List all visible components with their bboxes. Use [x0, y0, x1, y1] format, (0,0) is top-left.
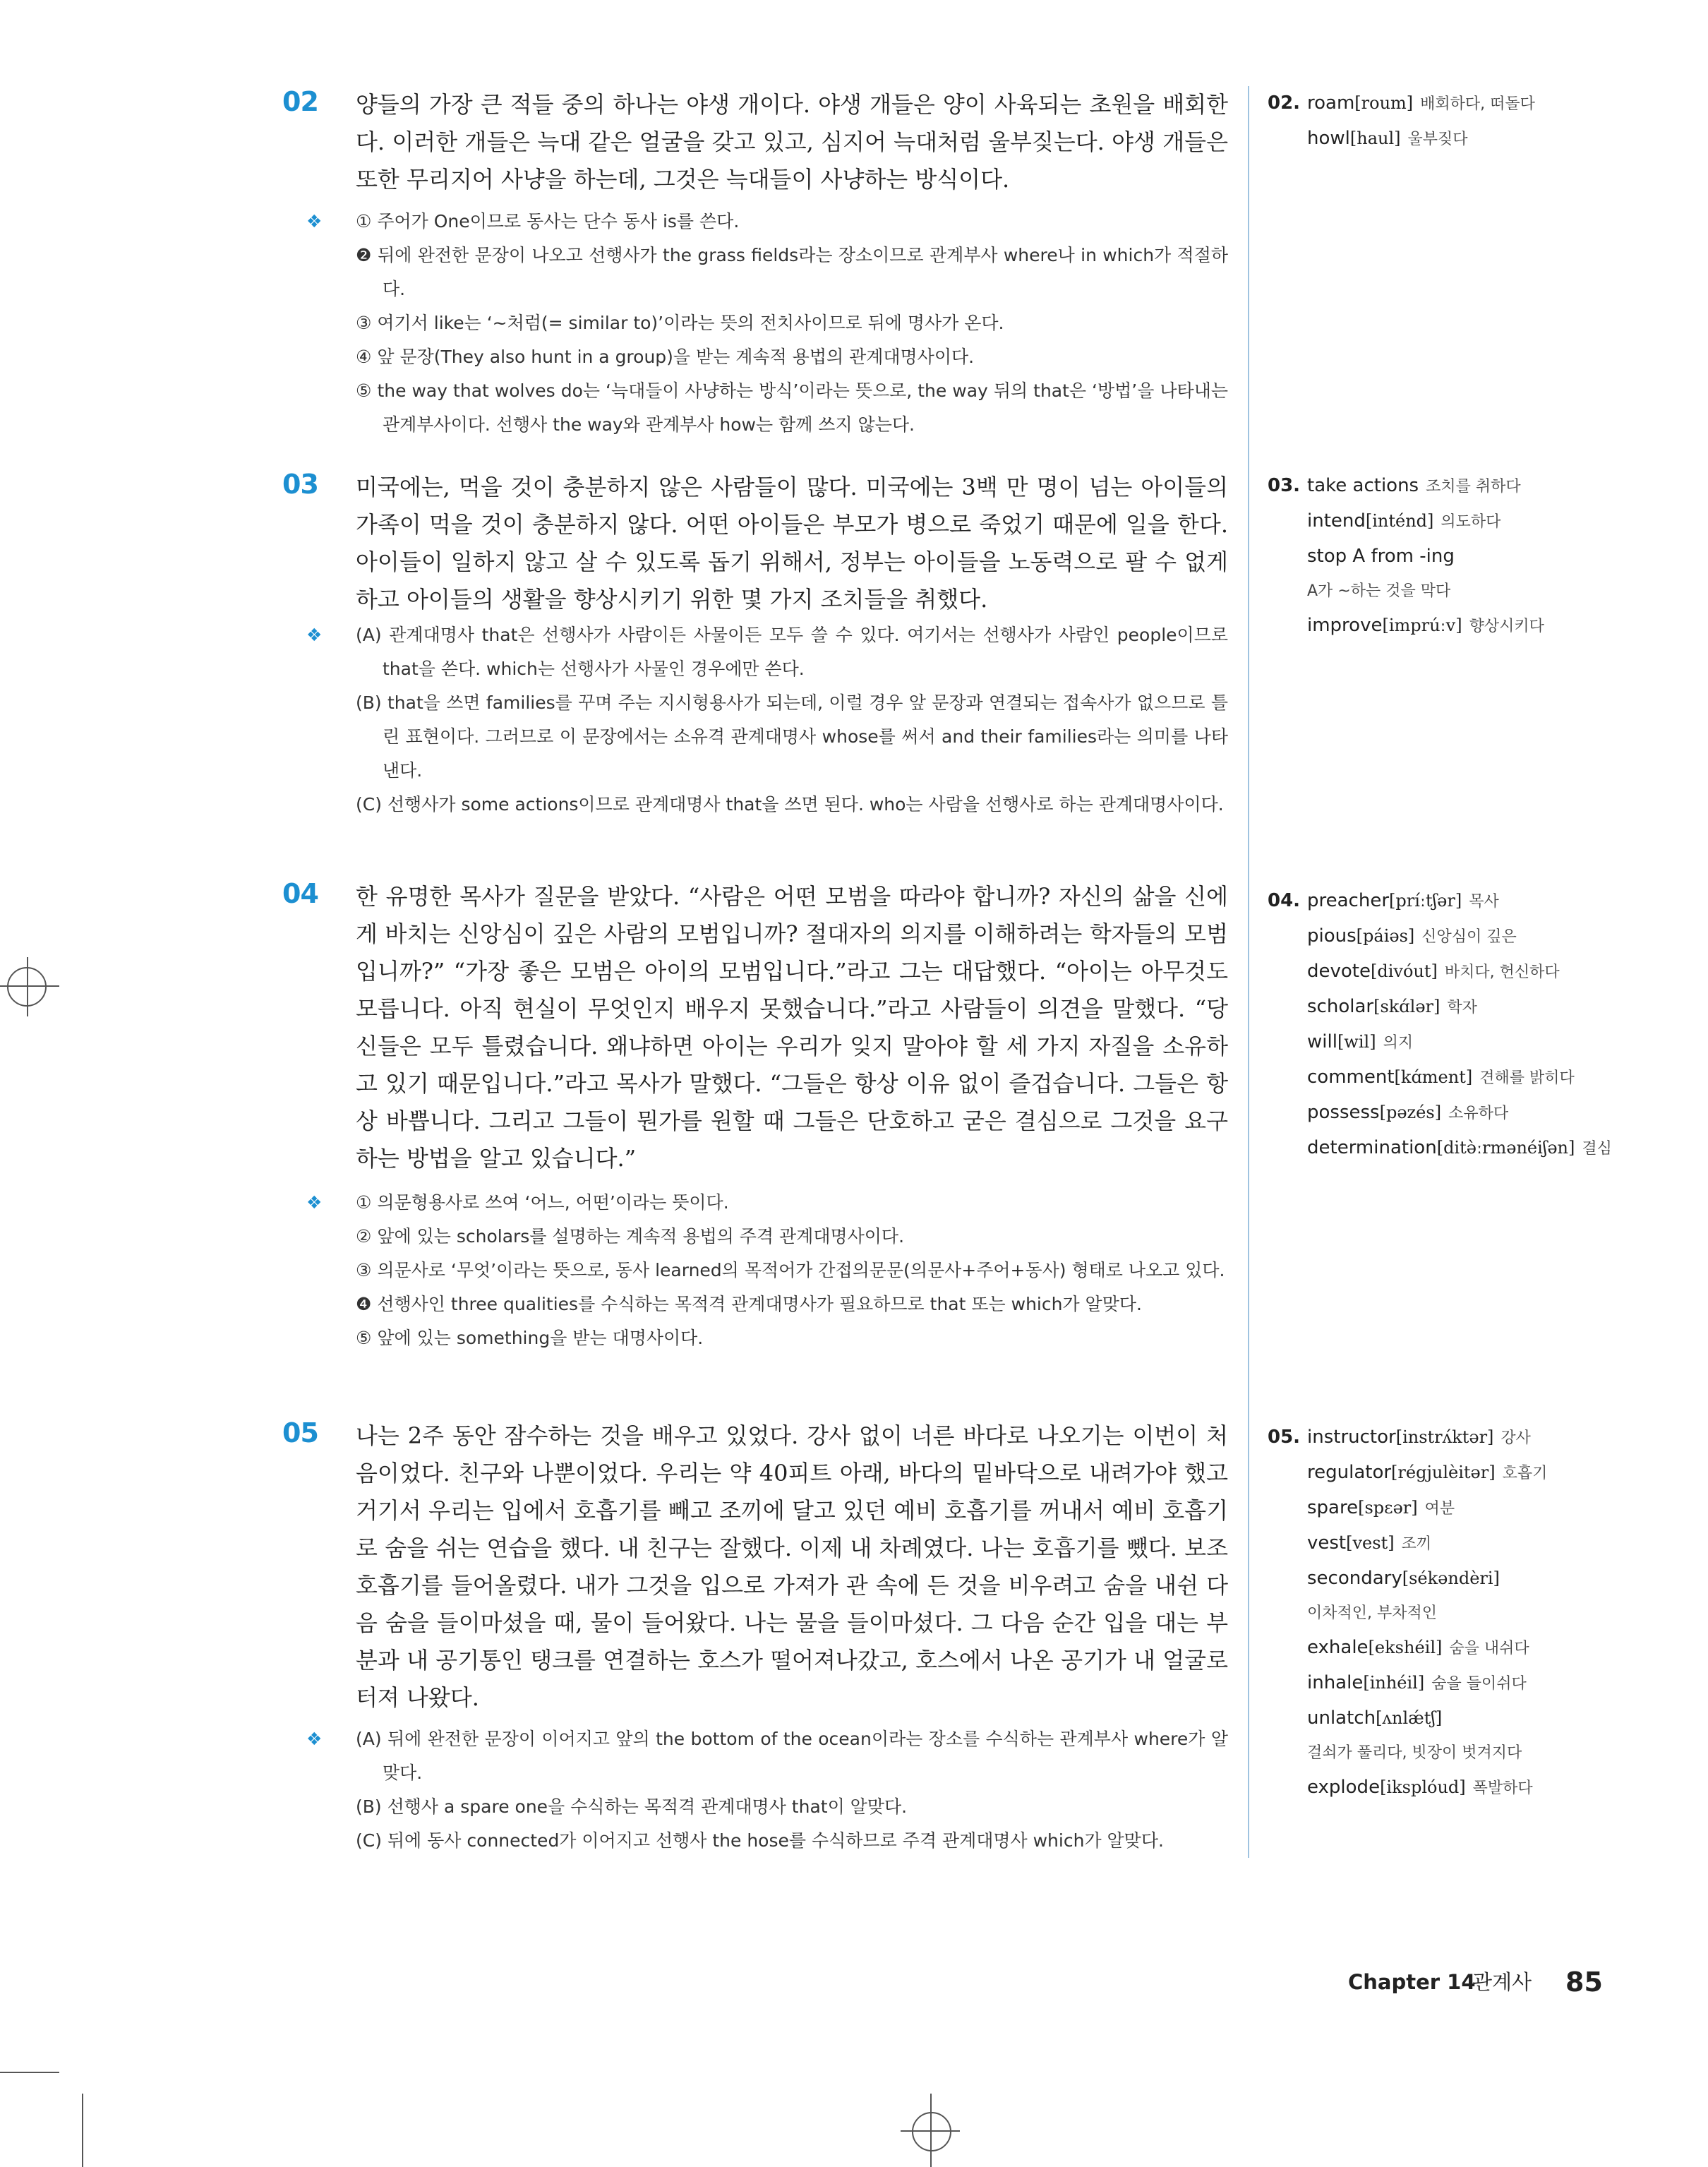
note-item: (C) 뒤에 동사 connected가 이어지고 선행사 the hose를 수식하므로 주격 관계대명사 which가 알맞다. [356, 1830, 1164, 1851]
vocab-item: exhale[ekshéil] 숨을 내쉬다 [1307, 1637, 1529, 1658]
note-item: ❖ ① 의문형용사로 쓰여 ‘어느, 어떤’이라는 뜻이다. [306, 1192, 729, 1213]
note-item: ⑤ the way that wolves do는 ‘늑대들이 사냥하는 방식’이라는 뜻으로, the way 뒤의 that은 ‘방법’을 나타내는 관계부사이다. 선행사 the way와 관계부사 how는 함께 쓰지 않는다. [356, 380, 1228, 435]
vocab-item: will[wil] 의지 [1307, 1031, 1414, 1052]
note-item: ❖ (A) 뒤에 완전한 문장이 이어지고 앞의 the bottom of the ocean이라는 장소를 수식하는 관계부사 where가 알맞다. [306, 1729, 1228, 1783]
vocab-item: spare[spɛər] 여분 [1307, 1497, 1455, 1518]
note-item: ③ 여기서 like는 ‘~처럼(= similar to)’이라는 뜻의 전치사이므로 뒤에 명사가 온다. [356, 313, 1004, 333]
vocab-item: pious[páiəs] 신앙심이 깊은 [1307, 925, 1517, 947]
note-item: ③ 의문사로 ‘무엇’이라는 뜻으로, 동사 learned의 목적어가 간접의문문(의문사+주어+동사) 형태로 나오고 있다. [356, 1260, 1225, 1280]
exercise-number: 05 [282, 1417, 318, 1448]
note-item: (B) that을 쓰면 families를 꾸며 주는 지시형용사가 되는데, 이럴 경우 앞 문장과 연결되는 접속사가 없으므로 틀린 표현이다. 그러므로 이 문장에서는 소유격 관계대명사 whose를 써서 and their families라는 의미를 나타낸다. [356, 692, 1228, 781]
page-footer [0, 1962, 1708, 2002]
vocab-item: regulator[régjulèitər] 호흡기 [1307, 1462, 1548, 1483]
column-divider [1248, 86, 1249, 1858]
vocab-item: determination[ditə̀ːrmənéiʃən] 결심 [1307, 1137, 1612, 1158]
vocab-item-meaning: 걸쇠가 풀리다, 빗장이 벗겨지다 [1307, 1744, 1522, 1762]
translation-paragraph: 한 유명한 목사가 질문을 받았다. “사람은 어떤 모범을 따라야 합니까? 자신의 삶을 신에게 바치는 신앙심이 깊은 사람의 모범입니까? 절대자의 의지를 이해하려는 학자들의 모범입니까?” “가장 좋은 모범은 아이의 모범입니다.”라고 그는 대답했다. “아이는 아무것도 모릅니다. 아직 현실이 무엇인지 배우지 못했습니다.”라고 사람들이 의견을 말했다. “당신들은 모두 틀렸습니다. 왜냐하면 아이는 우리가 잊지 말아야 할 세 가지 자질을 소유하고 있기 때문입니다.”라고 목사가 말했다. “그들은 항상 이유 없이 즐겁습니다. 그들은 항상 바쁩니다. 그리고 그들이 뭔가를 원할 때 그들은 단호하고 굳은 결심으로 그것을 요구하는 방법을 알고 있습니다.” [356, 883, 1228, 1172]
vocab-item: possess[pəzés] 소유하다 [1307, 1102, 1509, 1123]
vocab-item-meaning: A가 ~하는 것을 막다 [1307, 582, 1451, 600]
page-number: 85 [1565, 1967, 1603, 1998]
note-item: ④ 앞 문장(They also hunt in a group)을 받는 계속적 용법의 관계대명사이다. [356, 347, 975, 367]
note-item: ❷ 뒤에 완전한 문장이 나오고 선행사가 the grass fields라는 장소이므로 관계부사 where나 in which가 적절하다. [356, 245, 1228, 299]
vocab-item: explode[iksplóud] 폭발하다 [1307, 1777, 1533, 1798]
vocab-list [1307, 469, 1639, 644]
vocab-item-meaning: 이차적인, 부차적인 [1307, 1604, 1438, 1622]
vocab-item: vest[vest] 조끼 [1307, 1532, 1432, 1554]
vocab-item: scholar[skɑ́lər] 학자 [1307, 996, 1477, 1017]
note-item: (B) 선행사 a spare one을 수식하는 목적격 관계대명사 that이 알맞다. [356, 1796, 908, 1817]
chapter-label: Chapter 14 [1348, 1970, 1476, 1994]
crop-mark [82, 2094, 83, 2167]
vocab-number: 03. [1268, 475, 1301, 496]
vocab-list [1307, 86, 1639, 157]
vocab-item: secondary[sékəndèri] [1307, 1568, 1500, 1589]
registration-mark-icon [912, 2112, 951, 2151]
vocab-item: roam[roum] 배회하다, 떠돌다 [1307, 92, 1535, 114]
explanation-notes [306, 1186, 1228, 1355]
vocab-list [1307, 1420, 1639, 1806]
vocab-item: take actions 조치를 취하다 [1307, 475, 1521, 496]
vocab-item: preacher[príːtʃər] 목사 [1307, 890, 1499, 911]
vocab-item: comment[kɑ́ment] 견해를 밝히다 [1307, 1067, 1575, 1088]
vocab-item: intend[inténd] 의도하다 [1307, 510, 1501, 532]
vocab-item: howl[haul] 울부짖다 [1307, 128, 1468, 149]
exercise-number: 04 [282, 878, 318, 909]
exercise-number: 03 [282, 469, 318, 500]
note-item: ❹ 선행사인 three qualities를 수식하는 목적격 관계대명사가 필요하므로 that 또는 which가 알맞다. [356, 1294, 1142, 1314]
registration-mark-icon [7, 967, 47, 1007]
vocab-item: inhale[inhéil] 숨을 들이쉬다 [1307, 1672, 1527, 1693]
note-item: ❖ (A) 관계대명사 that은 선행사가 사람이든 사물이든 모두 쓸 수 있다. 여기서는 선행사가 사람인 people이므로 that을 쓴다. which는 선행사가 사물인 경우에만 쓴다. [306, 625, 1228, 679]
vocab-item: improve[imprúːv] 향상시키다 [1307, 615, 1544, 636]
note-item: ❖ ① 주어가 One이므로 동사는 단수 동사 is를 쓴다. [306, 211, 740, 232]
vocab-number: 02. [1268, 92, 1301, 114]
chapter-title: 관계사 [1472, 1970, 1532, 1994]
vocab-list [1307, 884, 1639, 1166]
translation-paragraph: 나는 2주 동안 잠수하는 것을 배우고 있었다. 강사 없이 너른 바다로 나오기는 이번이 처음이었다. 친구와 나뿐이었다. 우리는 약 40피트 아래, 바다의 밑바닥으로 내려가야 했고 거기서 우리는 입에서 호흡기를 빼고 조끼에 달고 있던 예비 호흡기를 꺼내서 예비 호흡기로 숨을 쉬는 연습을 했다. 내 친구는 잘했다. 이제 내 차례였다. 나는 호흡기를 뺐다. 보조 호흡기를 들어올렸다. 내가 그것을 입으로 가져가 관 속에 든 것을 비우려고 숨을 내쉰 다음 숨을 들이마셨을 때, 물이 들어왔다. 나는 물을 들이마셨다. 그 다음 순간 입을 대는 부분과 내 공기통인 탱크를 연결하는 호스가 떨어져나갔고, 호스에서 나온 공기가 내 얼굴로 터져 나왔다. [356, 1422, 1228, 1711]
vocab-item: unlatch[ʌnlǽtʃ] [1307, 1707, 1443, 1729]
vocab-item: devote[divóut] 바치다, 헌신하다 [1307, 961, 1560, 982]
explanation-notes [306, 205, 1228, 442]
note-item: ⑤ 앞에 있는 something을 받는 대명사이다. [356, 1328, 704, 1348]
explanation-notes [306, 1722, 1228, 1858]
exercise-number: 02 [282, 86, 318, 117]
translation-paragraph: 양들의 가장 큰 적들 중의 하나는 야생 개이다. 야생 개들은 양이 사육되는 초원을 배회한다. 이러한 개들은 늑대 같은 얼굴을 갖고 있고, 심지어 늑대처럼 울부짖는다. 야생 개들은 또한 무리지어 사냥을 하는데, 그것은 늑대들이 사냥하는 방식이다. [356, 91, 1228, 193]
vocab-number: 04. [1268, 890, 1301, 911]
explanation-notes [306, 618, 1228, 822]
vocab-item: instructor[instrʌ́ktər] 강사 [1307, 1427, 1531, 1448]
note-item: ② 앞에 있는 scholars를 설명하는 계속적 용법의 주격 관계대명사이다. [356, 1226, 905, 1247]
crop-mark [0, 2072, 59, 2073]
translation-paragraph: 미국에는, 먹을 것이 충분하지 않은 사람들이 많다. 미국에는 3백 만 명이 넘는 아이들의 가족이 먹을 것이 충분하지 않다. 어떤 아이들은 부모가 병으로 죽었기 때문에 일을 한다. 아이들이 일하지 않고 살 수 있도록 돕기 위해서, 정부는 아이들을 노동력으로 팔 수 없게 하고 아이들의 생활을 향상시키기 위한 몇 가지 조치들을 취했다. [356, 474, 1228, 613]
note-item: (C) 선행사가 some actions이므로 관계대명사 that을 쓰면 된다. who는 사람을 선행사로 하는 관계대명사이다. [356, 794, 1224, 815]
vocab-item: stop A from -ing [1307, 546, 1455, 567]
vocab-number: 05. [1268, 1427, 1301, 1448]
